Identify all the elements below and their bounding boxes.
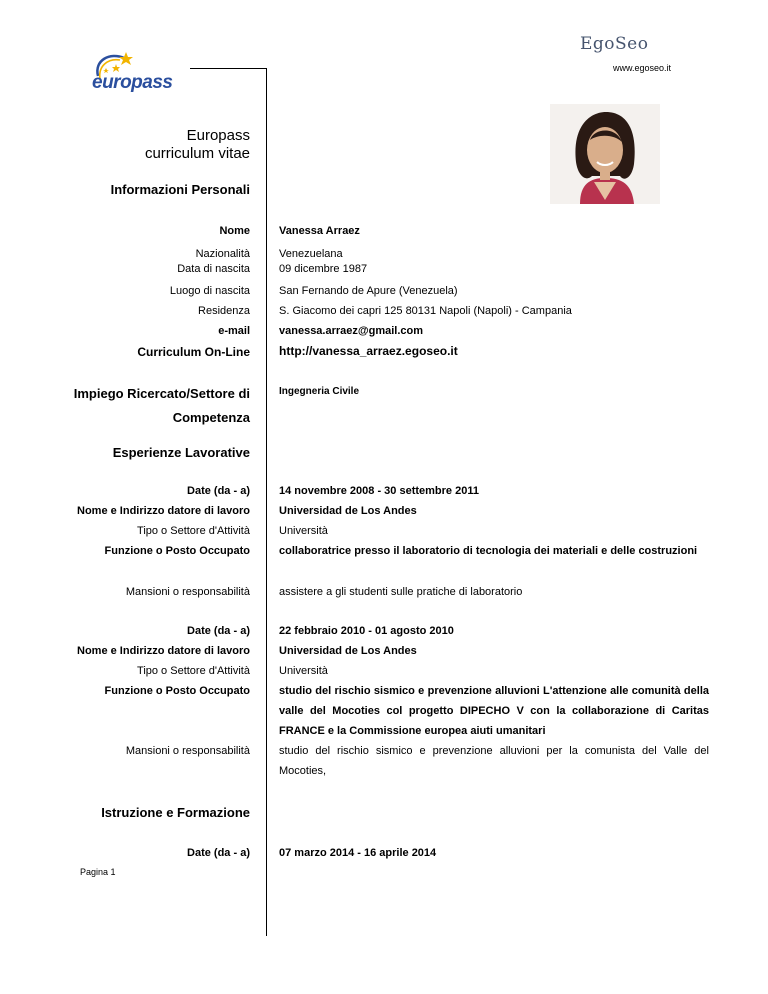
section-heading-impiego [74,382,250,430]
europass-logo [80,46,200,98]
impiego-heading-line2: Competenza [172,410,250,425]
exp2-date: 22 febbraio 2010 - 01 agosto 2010 [279,625,454,637]
exp1-employer: Universidad de Los Andes [279,505,417,517]
label-luogo-nascita: Luogo di nascita [169,285,250,297]
profile-photo [550,104,660,204]
impiego-heading-line1: Impiego Ricercato/Settore di [73,386,250,401]
exp1-duties: assistere a gli studenti sulle pratiche di laboratorio [279,586,523,598]
value-impiego: Ingegneria Civile [279,386,360,397]
edu-date-label: Date (da - a) [187,847,250,859]
exp1-duties-label: Mansioni o responsabilità [125,586,250,598]
value-residenza: S. Giacomo dei capri 125 80131 Napoli (Napoli) - Campania [279,305,572,317]
exp1-sector: Università [279,525,328,537]
exp2-sector: Università [279,665,328,677]
exp2-duties-label: Mansioni o responsabilità [125,745,250,757]
page-number: Pagina 1 [80,867,116,877]
exp2-role: studio del rischio sismico e prevenzione alluvioni L'attenzione alle comunità della valle del Mocoties col progetto DIPECHO V con la collaborazione di Caritas FRANCE e la Commissione europea aiuti umanitari [279,685,709,737]
column-divider [266,68,267,936]
exp2-employer: Universidad de Los Andes [279,645,417,657]
exp1-date-label: Date (da - a) [187,485,250,497]
value-luogo-nascita: San Fernando de Apure (Venezuela) [279,285,458,297]
exp1-role: collaboratrice presso il laboratorio di tecnologia dei materiali e delle costruzioni [279,545,698,557]
portrait-image [550,104,660,204]
value-nome: Vanessa Arraez [279,225,360,237]
exp2-role-label: Funzione o Posto Occupato [104,685,250,697]
section-heading-personal: Informazioni Personali [110,182,250,197]
cv-title-line1: Europass [186,127,250,144]
label-residenza: Residenza [198,305,250,317]
exp2-sector-label: Tipo o Settore d'Attività [137,665,250,677]
cv-title [145,127,250,163]
header-rule [190,68,267,69]
exp2-employer-label: Nome e Indirizzo datore di lavoro [77,645,250,657]
value-curriculum-online[interactable]: http://vanessa_arraez.egoseo.it [279,344,458,358]
label-data-nascita: Data di nascita [177,263,250,275]
section-heading-education: Istruzione e Formazione [101,805,250,820]
europass-logo-text: europass [92,72,173,93]
label-curriculum-online: Curriculum On-Line [137,345,250,359]
label-email: e-mail [218,325,250,337]
label-nazionalita: Nazionalità [195,248,250,260]
edu-date: 07 marzo 2014 - 16 aprile 2014 [279,847,437,859]
egoseo-logo [580,32,648,56]
value-data-nascita: 09 dicembre 1987 [279,263,368,275]
exp1-employer-label: Nome e Indirizzo datore di lavoro [77,505,250,517]
label-nome: Nome [219,225,250,237]
section-heading-experience: Esperienze Lavorative [112,445,250,460]
exp1-date: 14 novembre 2008 - 30 settembre 2011 [279,485,479,497]
value-nazionalita: Venezuelana [279,248,343,260]
website-url: www.egoseo.it [612,63,671,73]
exp2-date-label: Date (da - a) [187,625,250,637]
value-email[interactable]: vanessa.arraez@gmail.com [279,325,424,337]
exp2-duties: studio del rischio sismico e prevenzione alluvioni per la comunista del Valle del Mocoties, [279,745,709,777]
egoseo-brand-text: EgoSeo [580,34,649,54]
cv-title-line2: curriculum vitae [144,145,250,162]
exp1-role-label: Funzione o Posto Occupato [104,545,250,557]
exp1-sector-label: Tipo o Settore d'Attività [137,525,250,537]
